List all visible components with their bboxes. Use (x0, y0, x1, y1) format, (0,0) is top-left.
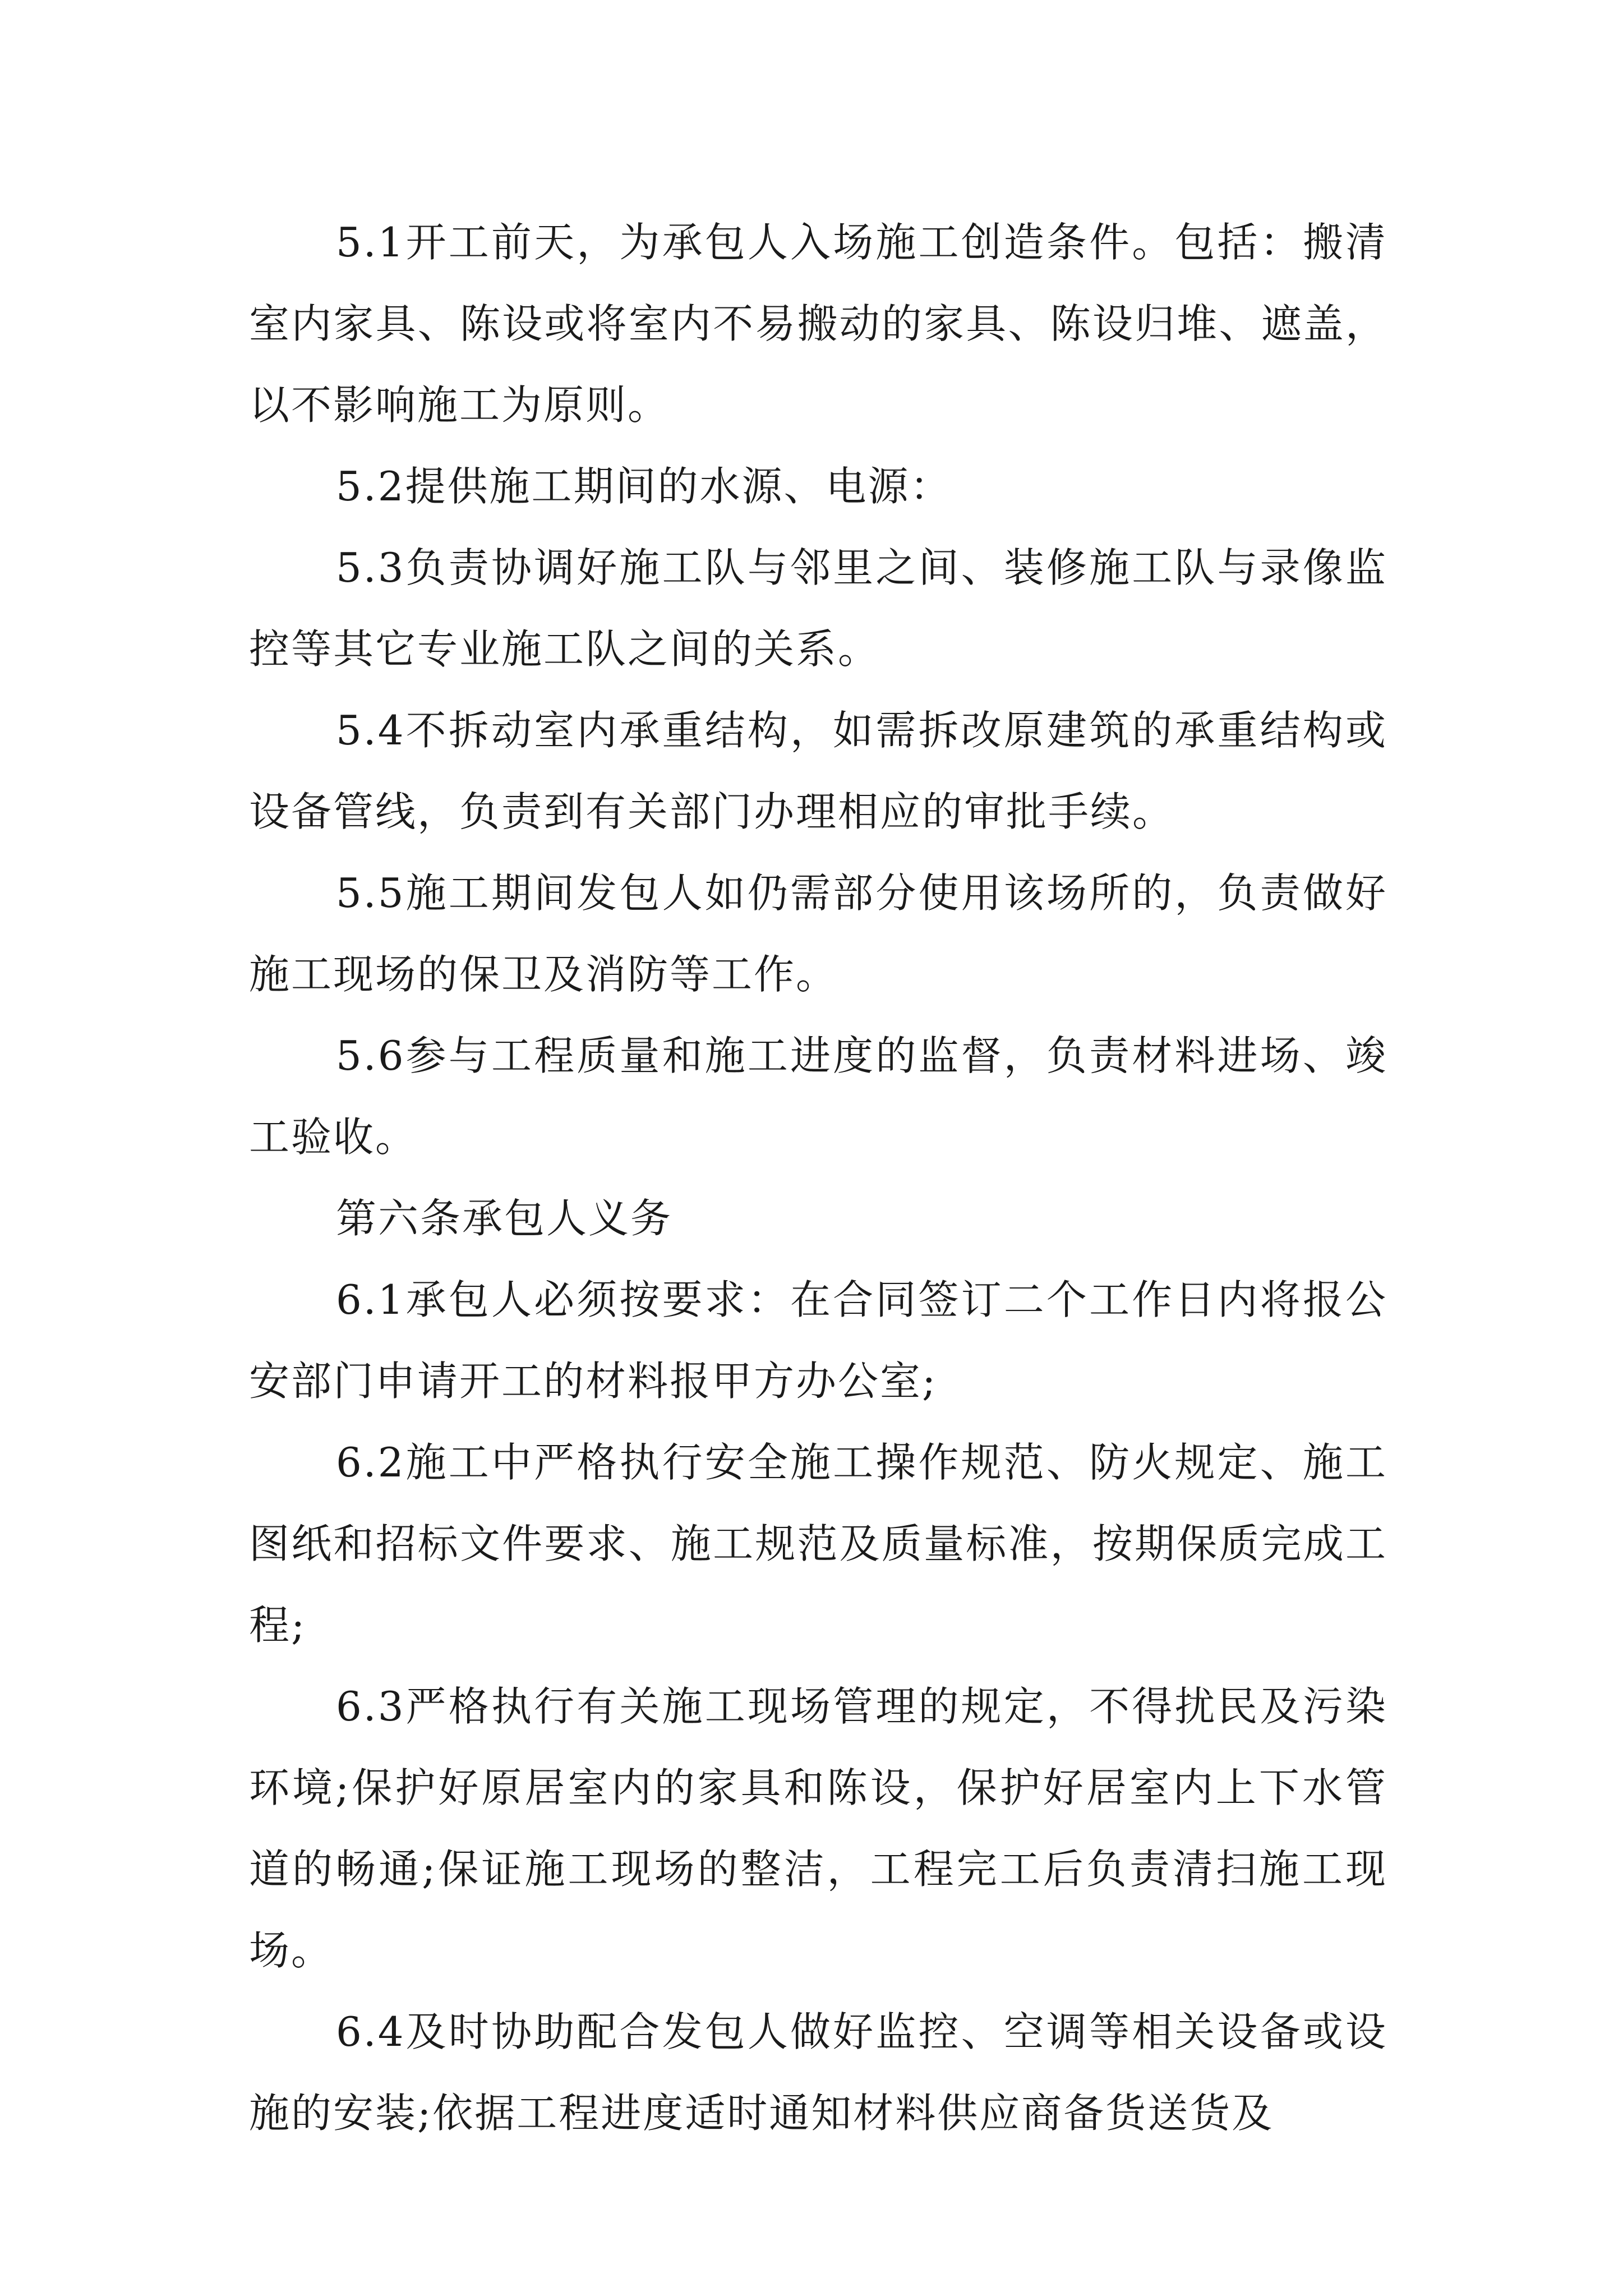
clause-6-3: 6.3严格执行有关施工现场管理的规定，不得扰民及污染环境;保护好原居室内的家具和陈设，保护好居室内上下水管道的畅通;保证施工现场的整洁，工程完工后负责清扫施工现场。 (249, 1683, 1387, 1974)
clause-5-6: 5.6参与工程质量和施工进度的监督，负责材料进场、竣工验收。 (249, 1032, 1387, 1161)
clause-5-2: 5.2提供施工期间的水源、电源： (336, 463, 952, 510)
clause-5-1: 5.1开工前天，为承包人入场施工创造条件。包括：搬清室内家具、陈设或将室内不易搬动的家具、陈设归堆、遮盖，以不影响施工为原则。 (249, 219, 1387, 429)
clause-5-3: 5.3负责协调好施工队与邻里之间、装修施工队与录像监控等其它专业施工队之间的关系。 (249, 544, 1387, 673)
clause-6-1: 6.1承包人必须按要求：在合同签订二个工作日内将报公安部门申请开工的材料报甲方办公室; (249, 1276, 1387, 1405)
clause-6-4: 6.4及时协助配合发包人做好监控、空调等相关设备或设施的安装;依据工程进度适时通知材料供应商备货送货及 (249, 2008, 1387, 2137)
clause-5-4: 5.4不拆动室内承重结构，如需拆改原建筑的承重结构或设备管线，负责到有关部门办理相应的审批手续。 (249, 707, 1387, 835)
clause-5-5: 5.5施工期间发包人如仍需部分使用该场所的，负责做好施工现场的保卫及消防等工作。 (249, 869, 1387, 998)
article-6-heading: 第六条承包人义务 (336, 1195, 673, 1242)
document-body (249, 202, 1387, 2154)
clause-6-2: 6.2施工中严格执行安全施工操作规范、防火规定、施工图纸和招标文件要求、施工规范及质量标准，按期保质完成工程; (249, 1439, 1387, 1649)
